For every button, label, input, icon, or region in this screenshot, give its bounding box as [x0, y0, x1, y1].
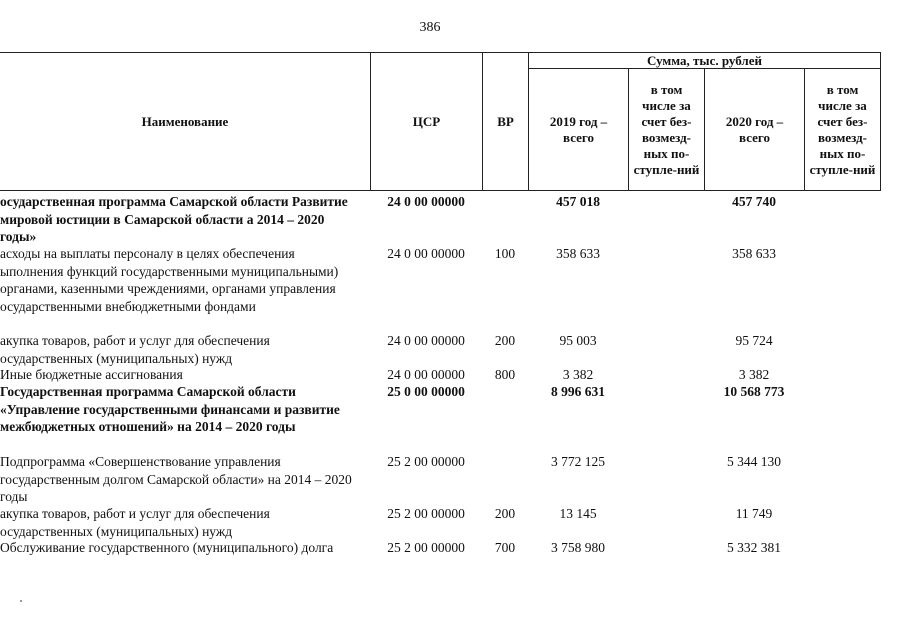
row-sum-2020: 5 332 381 [727, 540, 781, 555]
row-sum-2019: 358 633 [556, 246, 600, 261]
row-sum-2020: 3 382 [738, 367, 770, 382]
row-csr: 25 2 00 00000 [387, 506, 465, 521]
row-name: Подпрограмма «Совершенствование управления государственным долгом Самарской области» на 2014 – 2020 годы [0, 454, 352, 504]
row-sum-2019: 3 758 980 [551, 540, 605, 555]
row-vr: 200 [494, 333, 516, 348]
header-name: Наименование [141, 113, 229, 129]
header-bottom-border [0, 190, 881, 191]
header-sum: Сумма, тыс. рублей [647, 52, 762, 68]
row-csr: 25 2 00 00000 [387, 454, 465, 469]
row-sum-2019: 3 382 [562, 367, 594, 382]
header-csr: ЦСР [412, 113, 441, 129]
row-vr: 200 [494, 506, 516, 521]
header-2020-total: 2020 год – всего [725, 113, 784, 145]
scan-speck [20, 600, 22, 602]
row-name: осударственная программа Самарской области Развитие мировой юстиции в Самарской области а 2014 – 2020 годы» [0, 194, 348, 244]
row-name: Обслуживание государственного (муниципального) долга [0, 540, 334, 555]
row-sum-2020: 457 740 [732, 194, 776, 209]
header-2020-free: в том числе за счет без-возмезд-ных по-ступле-ний [809, 81, 876, 177]
row-sum-2019: 95 003 [559, 333, 597, 348]
row-sum-2020: 11 749 [735, 506, 773, 521]
row-name: акупка товаров, работ и услуг для обеспечения осударственных (муниципальных) нужд [0, 506, 270, 539]
row-sum-2020: 95 724 [735, 333, 773, 348]
header-2019-total: 2019 год – всего [549, 113, 608, 145]
row-sum-2020: 5 344 130 [727, 454, 781, 469]
row-sum-2020: 10 568 773 [723, 384, 785, 399]
row-name: Государственная программа Самарской области «Управление государственными финансами и развитие межбюджетных отношений» на 2014 – 2020 годы [0, 384, 340, 434]
row-sum-2019: 8 996 631 [551, 384, 605, 399]
row-name: Иные бюджетные ассигнования [0, 367, 183, 382]
page-number: 386 [419, 20, 441, 35]
header-2019-free: в том числе за счет без-возмезд-ных по-ступле-ний [633, 81, 700, 177]
row-vr: 100 [494, 246, 516, 261]
row-csr: 24 0 00 00000 [387, 194, 465, 209]
row-csr: 24 0 00 00000 [387, 246, 465, 261]
row-sum-2019: 457 018 [556, 194, 600, 209]
row-csr: 25 0 00 00000 [387, 384, 465, 399]
row-name: асходы на выплаты персоналу в целях обеспечения ыполнения функций государственными муниципальными) органами, казенными чреждениями, органами управления осударственными внебюджетными фондами [0, 246, 339, 314]
row-name: акупка товаров, работ и услуг для обеспечения осударственных (муниципальных) нужд [0, 333, 270, 366]
row-vr: 800 [494, 367, 516, 382]
row-vr: 700 [494, 540, 516, 555]
header-vr: ВР [497, 113, 514, 129]
row-csr: 24 0 00 00000 [387, 367, 465, 382]
row-sum-2020: 358 633 [732, 246, 776, 261]
header-divider [880, 52, 881, 191]
row-csr: 24 0 00 00000 [387, 333, 465, 348]
row-csr: 25 2 00 00000 [387, 540, 465, 555]
row-sum-2019: 13 145 [559, 506, 597, 521]
row-sum-2019: 3 772 125 [551, 454, 605, 469]
